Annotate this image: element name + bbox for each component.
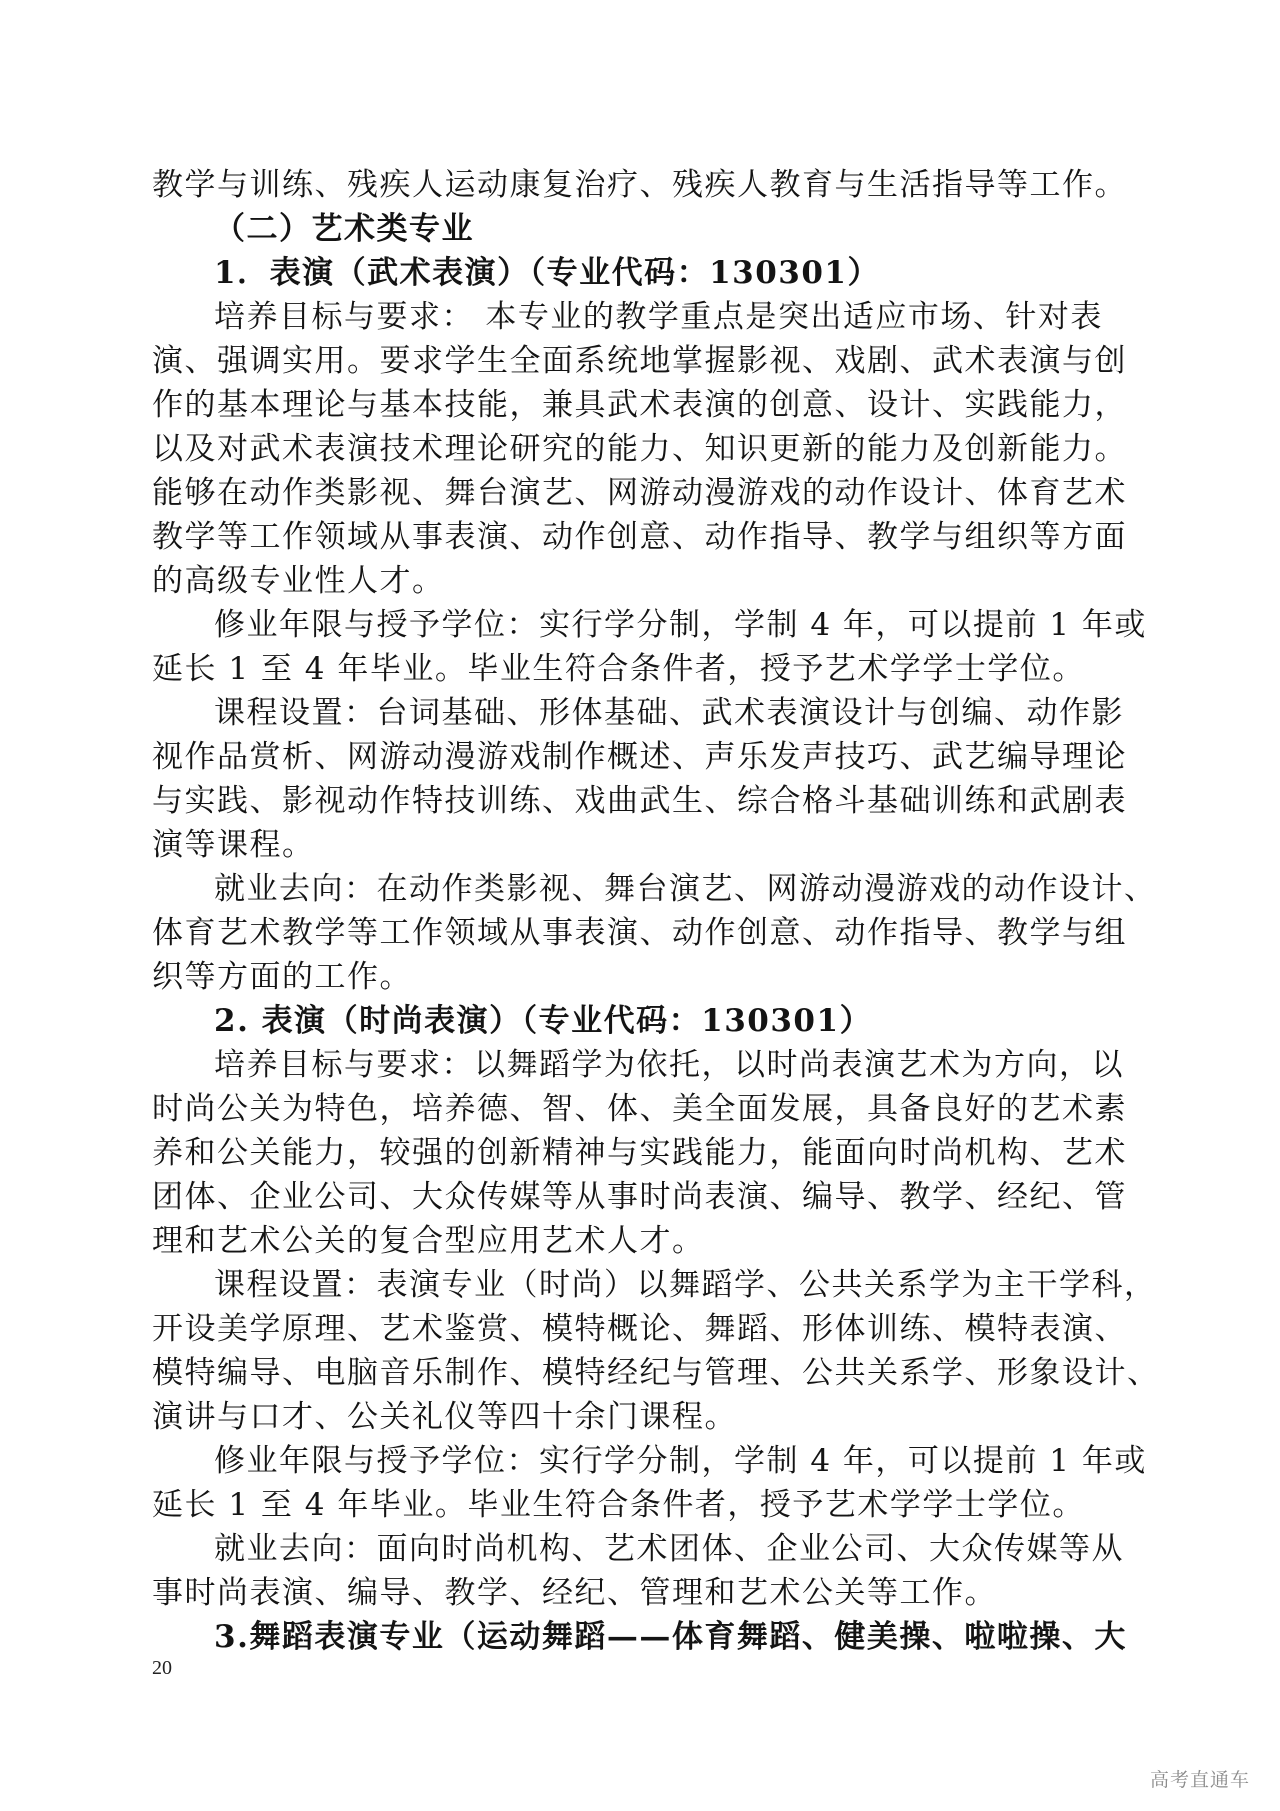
text-line: 视作品赏析、网游动漫游戏制作概述、声乐发声技巧、武艺编导理论 xyxy=(152,739,1127,775)
text-line: 与实践、影视动作特技训练、戏曲武生、综合格斗基础训练和武剧表 xyxy=(152,783,1127,819)
text-line: 事时尚表演、编导、教学、经纪、管理和艺术公关等工作。 xyxy=(152,1575,997,1611)
section-heading: （二）艺术类专业 xyxy=(214,211,474,247)
text-line: 织等方面的工作。 xyxy=(152,959,412,995)
major-heading: 1．表演（武术表演）（专业代码：130301） xyxy=(214,255,880,291)
text-line: 养和公关能力，较强的创新精神与实践能力，能面向时尚机构、艺术 xyxy=(152,1135,1127,1171)
text-line: 模特编导、电脑音乐制作、模特经纪与管理、公共关系学、形象设计、 xyxy=(152,1355,1160,1391)
text-line: 体育艺术教学等工作领域从事表演、动作创意、动作指导、教学与组 xyxy=(152,915,1127,951)
text-line: 的高级专业性人才。 xyxy=(152,563,445,599)
text-line: 演讲与口才、公关礼仪等四十余门课程。 xyxy=(152,1399,737,1435)
text-line: 教学与训练、残疾人运动康复治疗、残疾人教育与生活指导等工作。 xyxy=(152,167,1127,203)
text-line: 修业年限与授予学位：实行学分制，学制 4 年，可以提前 1 年或 xyxy=(214,607,1147,643)
text-line: 就业去向：面向时尚机构、艺术团体、企业公司、大众传媒等从 xyxy=(214,1531,1124,1567)
text-line: 作的基本理论与基本技能，兼具武术表演的创意、设计、实践能力， xyxy=(152,387,1127,423)
major-heading: 2. 表演（时尚表演）（专业代码：130301） xyxy=(214,1003,873,1039)
text-line: 课程设置：台词基础、形体基础、武术表演设计与创编、动作影 xyxy=(214,695,1124,731)
text-line: 教学等工作领域从事表演、动作创意、动作指导、教学与组织等方面 xyxy=(152,519,1127,555)
text-line: 团体、企业公司、大众传媒等从事时尚表演、编导、教学、经纪、管 xyxy=(152,1179,1127,1215)
major-heading: 3.舞蹈表演专业（运动舞蹈——体育舞蹈、健美操、啦啦操、大 xyxy=(214,1619,1127,1655)
text-line: 就业去向：在动作类影视、舞台演艺、网游动漫游戏的动作设计、 xyxy=(214,871,1157,907)
page-number: 20 xyxy=(152,1657,172,1679)
text-line: 演、强调实用。要求学生全面系统地掌握影视、戏剧、武术表演与创 xyxy=(152,343,1127,379)
text-line: 开设美学原理、艺术鉴赏、模特概论、舞蹈、形体训练、模特表演、 xyxy=(152,1311,1127,1347)
text-line: 时尚公关为特色，培养德、智、体、美全面发展，具备良好的艺术素 xyxy=(152,1091,1127,1127)
text-line: 演等课程。 xyxy=(152,827,315,863)
watermark-text: 高考直通车 xyxy=(1149,1769,1250,1791)
text-line: 延长 1 至 4 年毕业。毕业生符合条件者，授予艺术学学士学位。 xyxy=(152,651,1085,687)
text-line: 修业年限与授予学位：实行学分制，学制 4 年，可以提前 1 年或 xyxy=(214,1443,1147,1479)
text-line: 培养目标与要求：以舞蹈学为依托，以时尚表演艺术为方向，以 xyxy=(214,1047,1124,1083)
text-line: 理和艺术公关的复合型应用艺术人才。 xyxy=(152,1223,705,1259)
text-line: 课程设置：表演专业（时尚）以舞蹈学、公共关系学为主干学科， xyxy=(214,1267,1157,1303)
text-line: 以及对武术表演技术理论研究的能力、知识更新的能力及创新能力。 xyxy=(152,431,1127,467)
text-line: 延长 1 至 4 年毕业。毕业生符合条件者，授予艺术学学士学位。 xyxy=(152,1487,1085,1523)
text-line: 能够在动作类影视、舞台演艺、网游动漫游戏的动作设计、体育艺术 xyxy=(152,475,1127,511)
text-line: 培养目标与要求： 本专业的教学重点是突出适应市场、针对表 xyxy=(214,299,1103,335)
